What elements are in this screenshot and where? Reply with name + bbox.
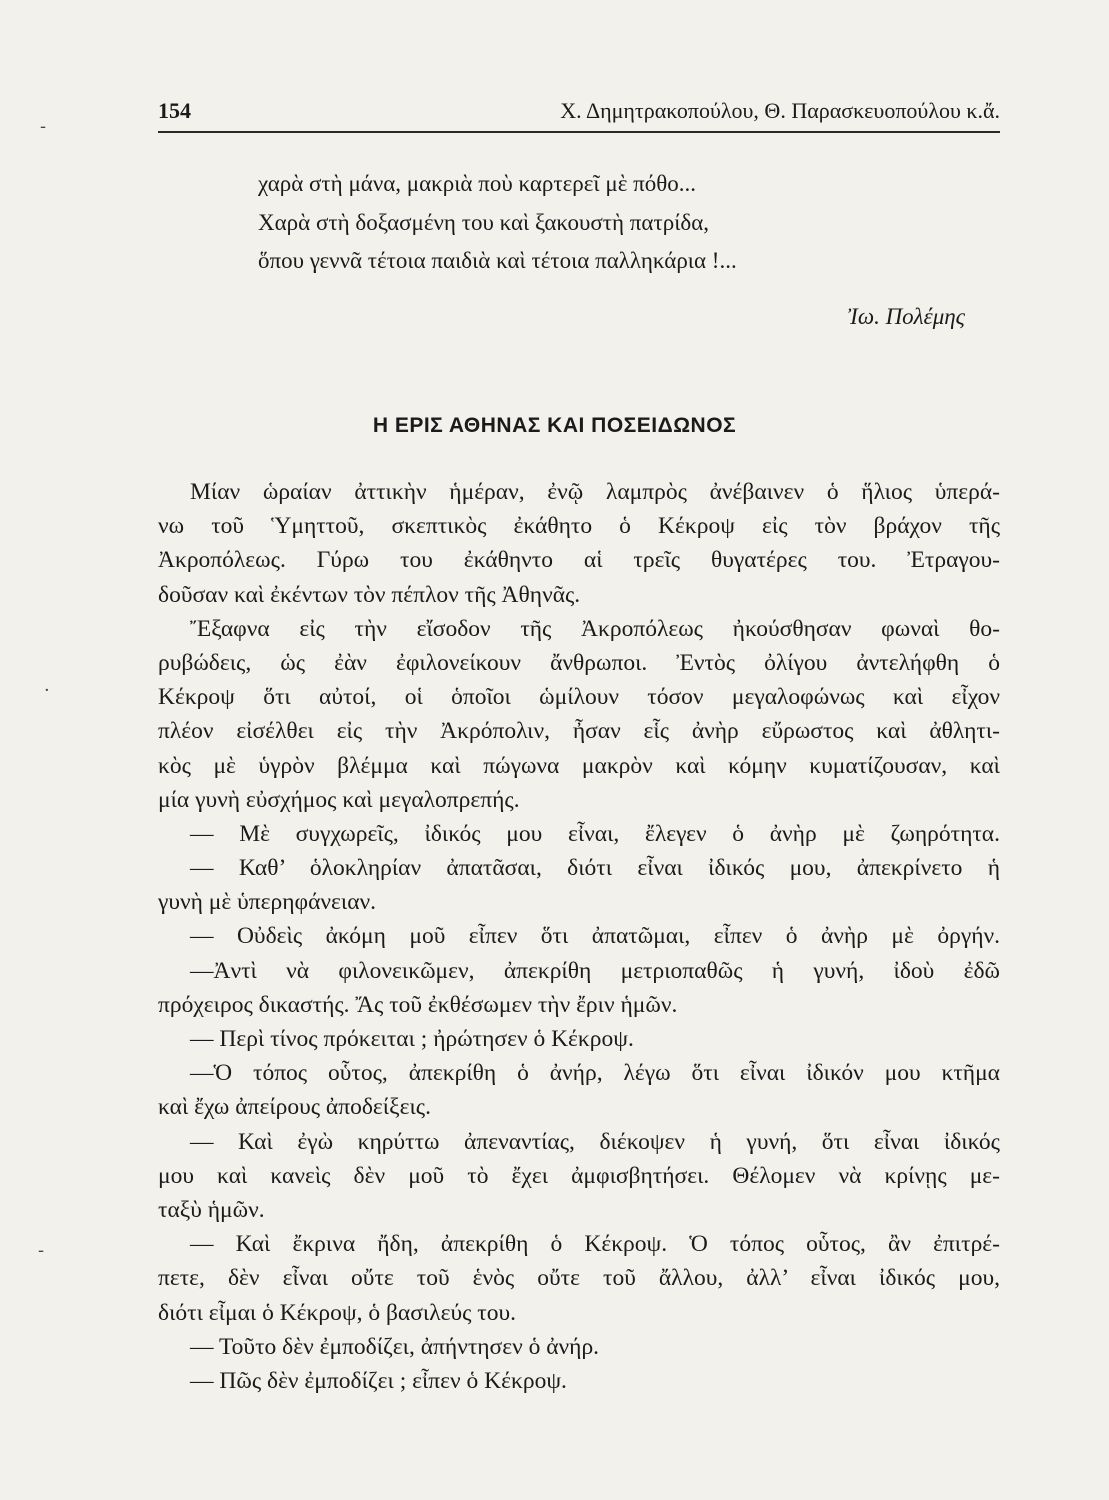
text-line: —Ὁ τόπος οὗτος, ἀπεκρίθη ὁ ἀνήρ, λέγω ὅτι εἶναι ἰδικόν μου κτῆμα [190, 1060, 1000, 1087]
poem-fragment [258, 168, 978, 284]
text-line: Ἔξαφνα εἰς τὴν εἴσοδον τῆς Ἀκροπόλεως ἠκούσθησαν φωναὶ θο- [190, 615, 1000, 642]
margin-speck: · [44, 680, 50, 701]
text-line: ρυβώδεις, ὡς ἐὰν ἐφιλονείκουν ἄνθρωποι. Ἐντὸς ὀλίγου ἀντελήφθη ὁ [158, 649, 1000, 676]
margin-speck: - [40, 116, 47, 137]
text-line: πρόχειρος δικαστής. Ἄς τοῦ ἐκθέσωμεν τὴν ἔριν ἡμῶν. [158, 991, 678, 1018]
text-line: Ἀκροπόλεως. Γύρω του ἐκάθηντο αἱ τρεῖς θυγατέρες του. Ἐτραγου- [158, 547, 1000, 574]
text-line: — Πῶς δὲν ἐμποδίζει ; εἶπεν ὁ Κέκροψ. [190, 1367, 567, 1394]
story-body [158, 475, 1000, 1398]
text-line: μου καὶ κανεὶς δὲν μοῦ τὸ ἔχει ἀμφισβητήσει. Θέλομεν νὰ κρίνῃς με- [158, 1162, 1000, 1189]
text-line: —Ἀντὶ νὰ φιλονεικῶμεν, ἀπεκρίθη μετριοπαθῶς ἡ γυνή, ἰδοὺ ἐδῶ [190, 957, 1000, 984]
header-rule [158, 131, 1000, 133]
running-head: Χ. Δημητρακοπούλου, Θ. Παρασκευοπούλου κ.ἄ. [560, 98, 1000, 123]
page-header [158, 96, 1000, 130]
text-line: πετε, δὲν εἶναι οὔτε τοῦ ἑνὸς οὔτε τοῦ ἄλλου, ἀλλ’ εἶναι ἰδικός μου, [158, 1265, 1000, 1292]
text-line: γυνὴ μὲ ὑπερηφάνειαν. [158, 889, 377, 916]
poem-line: χαρὰ στὴ μάνα, μακριὰ ποὺ καρτερεῖ μὲ πόθο... [258, 171, 696, 196]
text-line: νω τοῦ Ὑμηττοῦ, σκεπτικὸς ἐκάθητο ὁ Κέκροψ εἰς τὸν βράχον τῆς [158, 513, 1000, 540]
text-line: διότι εἶμαι ὁ Κέκροψ, ὁ βασιλεύς του. [158, 1299, 516, 1326]
margin-speck: - [38, 1240, 45, 1261]
text-line: — Καὶ ἔκρινα ἤδη, ἀπεκρίθη ὁ Κέκροψ. Ὁ τόπος οὗτος, ἂν ἐπιτρέ- [190, 1231, 1000, 1258]
text-line: Μίαν ὡραίαν ἀττικὴν ἡμέραν, ἐνῷ λαμπρὸς ἀνέβαινεν ὁ ἥλιος ὑπερά- [190, 479, 1000, 505]
poem-line: Χαρὰ στὴ δοξασμένη του καὶ ξακουστὴ πατρίδα, [258, 209, 710, 235]
text-line: — Τοῦτο δὲν ἐμποδίζει, ἀπήντησεν ὁ ἀνήρ. [190, 1333, 600, 1360]
text-line: δοῦσαν καὶ ἐκέντων τὸν πέπλον τῆς Ἀθηνᾶς. [158, 581, 581, 608]
text-line: κὸς μὲ ὑγρὸν βλέμμα καὶ πώγωνα μακρὸν καὶ κόμην κυματίζουσαν, καὶ [158, 752, 1000, 779]
text-line: — Οὐδεὶς ἀκόμη μοῦ εἶπεν ὅτι ἀπατῶμαι, εἶπεν ὁ ἀνὴρ μὲ ὀργήν. [190, 923, 1000, 950]
poem-signature: Ἰω. Πολέμης [847, 304, 965, 329]
text-line: ταξὺ ἡμῶν. [158, 1196, 265, 1223]
story-title: Η ΕΡΙΣ ΑΘΗΝΑΣ ΚΑΙ ΠΟΣΕΙΔΩΝΟΣ [372, 414, 737, 437]
text-line: Κέκροψ ὅτι αὐτοί, οἱ ὁποῖοι ὡμίλουν τόσον μεγαλοφώνως καὶ εἶχον [158, 684, 1000, 711]
text-line: πλέον εἰσέλθει εἰς τὴν Ἀκρόπολιν, ἦσαν εἷς ἀνὴρ εὔρωστος καὶ ἀθλητι- [158, 718, 1000, 745]
text-line: μία γυνὴ εὐσχήμος καὶ μεγαλοπρεπής. [158, 786, 520, 813]
text-line: — Περὶ τίνος πρόκειται ; ἠρώτησεν ὁ Κέκροψ. [190, 1026, 634, 1052]
poem-line: ὅπου γεννᾶ τέτοια παιδιὰ καὶ τέτοια παλληκάρια !... [258, 248, 737, 273]
text-line: — Καθ’ ὁλοκληρίαν ἀπατᾶσαι, διότι εἶναι ἰδικός μου, ἀπεκρίνετο ἡ [190, 855, 1000, 882]
page-number: 154 [158, 98, 191, 123]
text-line: — Καὶ ἐγὼ κηρύττω ἀπεναντίας, διέκοψεν ἡ γυνή, ὅτι εἶναι ἰδικός [190, 1128, 1000, 1155]
text-line: — Μὲ συγχωρεῖς, ἰδικός μου εἶναι, ἔλεγεν ὁ ἀνὴρ μὲ ζωηρότητα. [190, 820, 1000, 847]
text-line: καὶ ἔχω ἀπείρους ἀποδείξεις. [158, 1094, 431, 1121]
